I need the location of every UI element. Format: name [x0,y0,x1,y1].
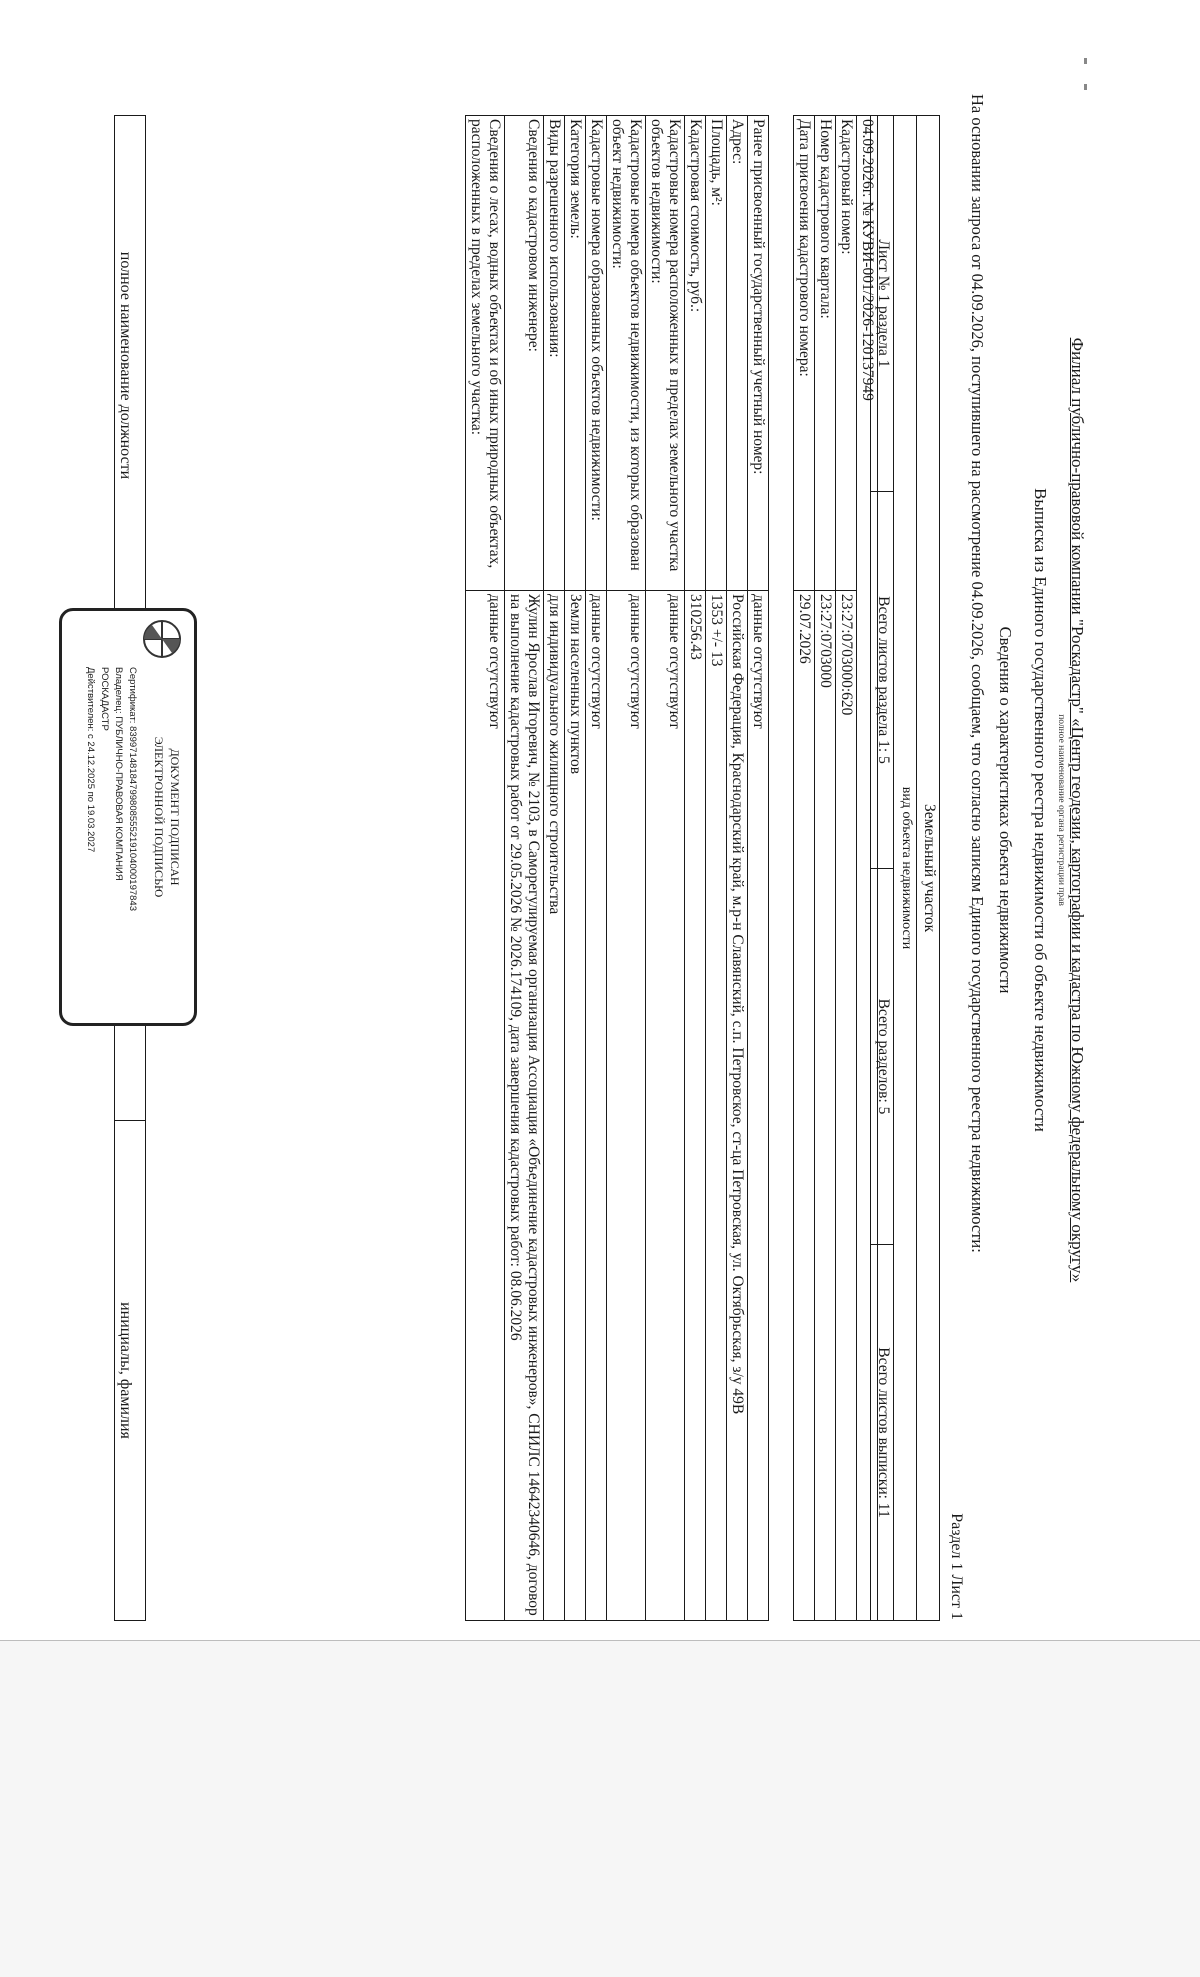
request-number: 04.09.2026г. № КУВИ-001/2026-120137949 [857,116,878,1621]
stamp-validity: Действителен: с 24.12.2025 по 19.03.2027 [85,667,96,853]
row-value: данные отсутствуют [748,591,769,1621]
document-title: Выписка из Единого государственного реестра недвижимости об объекте недвижимости [1031,488,1050,1132]
stamp-subtitle: ЭЛЕКТРОННОЙ ПОДПИСЬЮ [152,736,166,898]
row-label: Ранее присвоенный государственный учетный номер: [748,116,769,591]
row-label: Номер кадастрового квартала: [815,116,836,591]
row-label: Кадастровые номера объектов недвижимости, из которых образован объект недвижимости: [607,116,646,591]
object-type: Земельный участок [917,116,940,1621]
document-subtitle: Сведения о характеристиках объекта недвижимости [996,626,1015,994]
table-row [836,116,857,1621]
row-label: Категория земель: [565,116,586,591]
electronic-signature-stamp [59,608,197,1026]
intro-text: На основании запроса от 04.09.2026, поступившего на рассмотрение 04.09.2026, сообщаем, что согласно записям Единого государственного реестра недвижимости: [968,94,987,1253]
row-label: Кадастровый номер: [836,116,857,591]
table-row [565,116,586,1621]
object-type-note: вид объекта недвижимости [894,116,917,1621]
table-row [794,116,815,1621]
stamp-title: ДОКУМЕНТ ПОДПИСАН [168,748,182,886]
row-value: Земли населенных пунктов [565,591,586,1621]
row-value: 310256.43 [685,591,706,1621]
table-row [706,116,727,1621]
scan-background [0,1641,1200,1977]
stamp-owner-name: РОСКАДАСТР [99,667,110,731]
table-row [748,116,769,1621]
row-value: Российская Федерация, Краснодарский край, м.р-н Славянский, с.п. Петровское, ст-ца Петровская, ул. Октябрьская, з/у 49В [727,591,748,1621]
row-label: Адрес: [727,116,748,591]
table-row [685,116,706,1621]
object-header-table [870,115,940,1621]
table-row [646,116,685,1621]
table-row [505,116,544,1621]
row-value: для индивидуального жилищного строительства [544,591,565,1621]
table-row [544,116,565,1621]
characteristics-table [465,115,769,1621]
organization-note: полное наименование органа регистрации прав [1056,714,1066,906]
row-label: Сведения о лесах, водных объектах и об иных природных объектах, расположенных в пределах земельного участка: [466,116,505,591]
row-label: Кадастровые номера расположенных в пределах земельного участка объектов недвижимости: [646,116,685,591]
row-value: данные отсутствуют [466,591,505,1621]
table-row [586,116,607,1621]
section-label: Раздел 1 Лист 1 [948,1513,965,1620]
stamp-certificate: Сертификат: 83997148184799808555219104000197843 [127,667,138,911]
sheets-total: Всего листов выписки: 11 [871,1245,894,1621]
row-value: данные отсутствуют [646,591,685,1621]
row-value: 23:27:0703000 [815,591,836,1621]
sheets-in-section: Всего листов раздела 1: 5 [871,492,894,869]
row-label: Площадь, м²: [706,116,727,591]
position-label: полное наименование должности [115,116,146,616]
row-label: Сведения о кадастровом инженере: [505,116,544,591]
stamp-owner: Владелец: ПУБЛИЧНО-ПРАВОВАЯ КОМПАНИЯ [113,667,124,881]
row-value: Жулин Ярослав Игоревич, № 2103, в Саморегулируемая организация Ассоциация «Объединение кадастровых инженеров», СНИЛС 14642340646, договор на выполнение кадастровых работ от 29.05.2026 № 2026.174109, дата завершения кадастровых работ: 08.06.2026 [505,591,544,1621]
row-value: 23:27:0703000:620 [836,591,857,1621]
cadastral-meta-table [793,115,878,1621]
row-label: Виды разрешенного использования: [544,116,565,591]
sheet-number: Лист № 1 раздела 1 [871,116,894,492]
row-label: Кадастровые номера образованных объектов недвижимости: [586,116,607,591]
table-row [815,116,836,1621]
row-label: Кадастровая стоимость, руб.: [685,116,706,591]
row-value: данные отсутствуют [607,591,646,1621]
row-value: 29.07.2026 [794,591,815,1621]
row-label: Дата присвоения кадастрового номера: [794,116,815,591]
row-value: 1353 +/- 13 [706,591,727,1621]
row-value: данные отсутствуют [586,591,607,1621]
organization-name: Филиал публично-правовой компании "Роскадастр" «Центр геодезии, картографии и кадастра по Южному федеральному округу» [1068,337,1087,1283]
table-row [607,116,646,1621]
table-row [727,116,748,1621]
sections-total: Всего разделов: 5 [871,869,894,1245]
name-label: инициалы, фамилия [115,1121,146,1621]
table-row [466,116,505,1621]
